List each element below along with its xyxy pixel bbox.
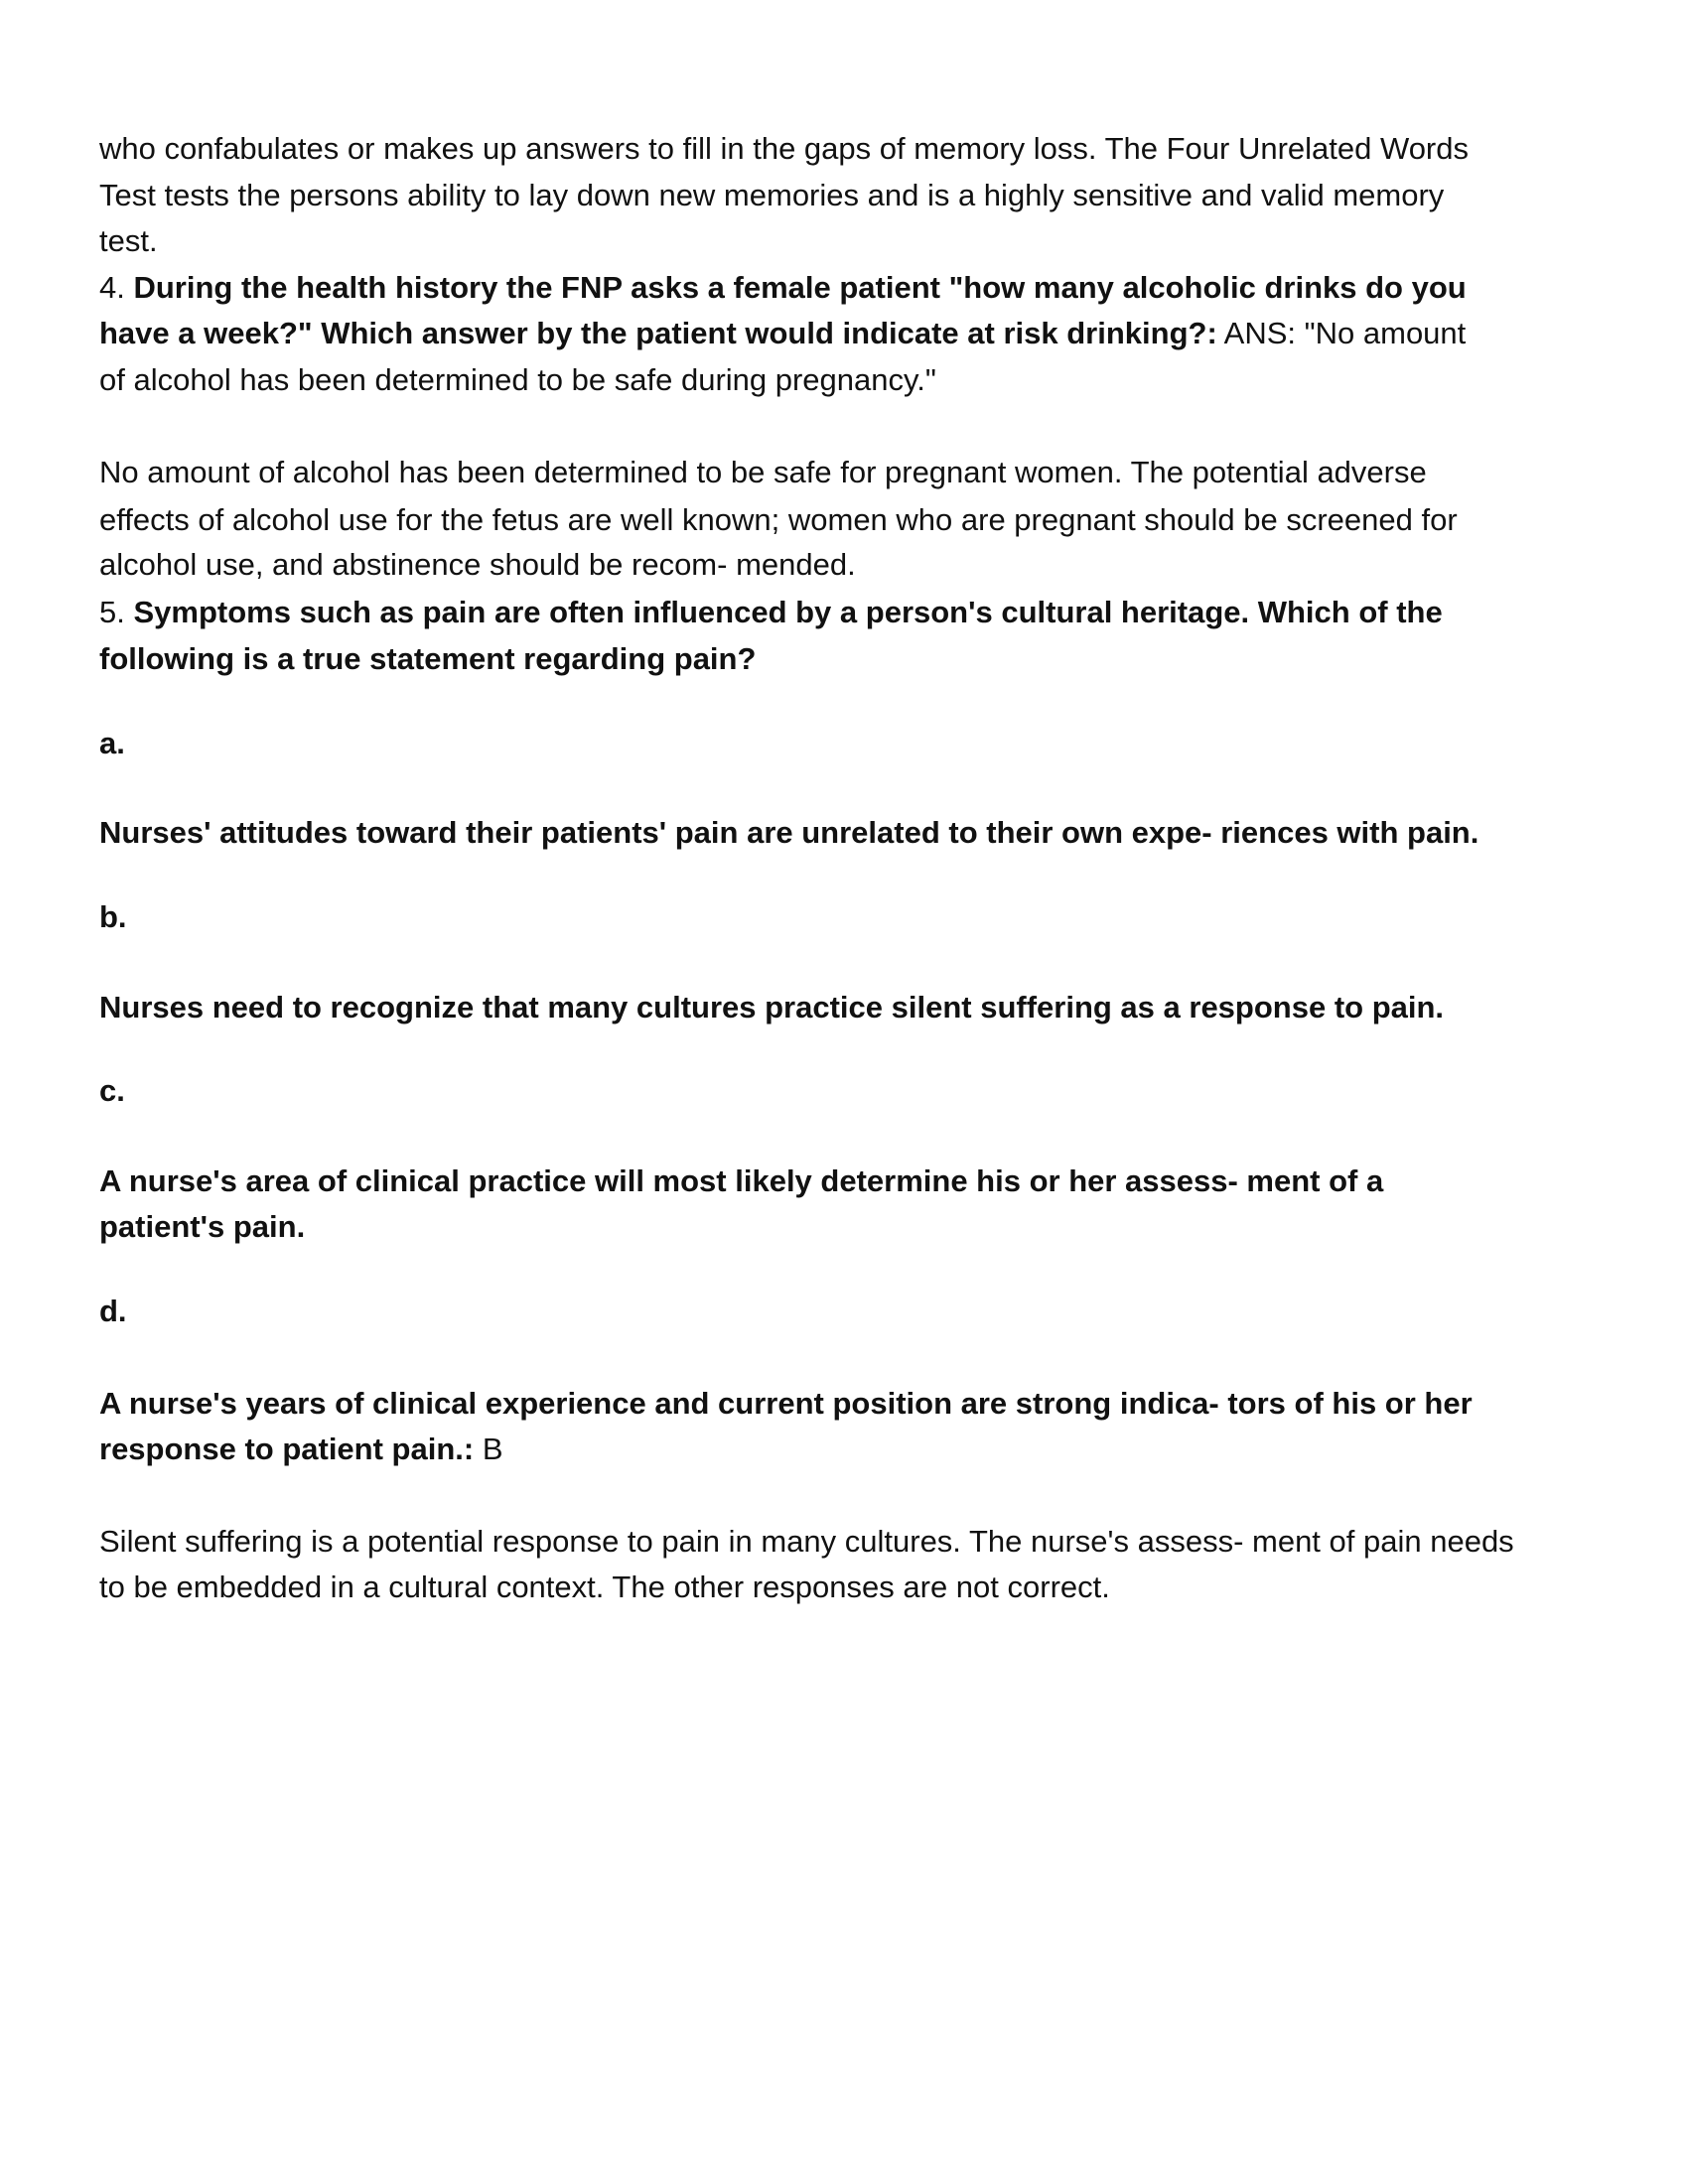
text-line [99,218,158,264]
text-line [99,721,125,766]
text-line [99,1159,1383,1204]
bold-text: Symptoms such as pain are often influenced by a person's cultural heritage. Which of the [133,595,1443,629]
plain-text: of alcohol has been determined to be safe during pregnancy." [99,362,936,397]
text-line [99,1068,125,1114]
text-line [99,1289,127,1334]
text-line [99,265,1467,311]
bold-text: Nurses' attitudes toward their patients' pain are unrelated to their own expe- riences with pain. [99,815,1479,850]
plain-text: B [474,1432,503,1466]
bold-text: patient's pain. [99,1209,306,1244]
text-line [99,1427,503,1472]
plain-text: Silent suffering is a potential response to pain in many cultures. The nurse's assess- ment of pain needs [99,1524,1514,1559]
bold-text: d. [99,1294,127,1328]
plain-text: 5. [99,595,134,629]
text-line [99,497,1458,543]
text-line [99,810,1478,856]
text-line [99,357,936,403]
bold-text: b. [99,899,127,934]
text-line [99,173,1444,218]
plain-text: who confabulates or makes up answers to fill in the gaps of memory loss. The Four Unrelated Words [99,131,1470,166]
text-line [99,126,1469,172]
bold-text: A nurse's area of clinical practice will most likely determine his or her assess- ment of a [99,1163,1384,1198]
bold-text: A nurse's years of clinical experience and current position are strong indica- tors of his or her [99,1386,1473,1421]
bold-text: During the health history the FNP asks a female patient "how many alcoholic drinks do you [133,270,1467,305]
text-line [99,450,1427,495]
text-line [99,636,756,682]
bold-text: response to patient pain.: [99,1432,475,1466]
plain-text: alcohol use, and abstinence should be recom- mended. [99,547,856,582]
bold-text: have a week?" Which answer by the patient would indicate at risk drinking?: [99,316,1217,350]
plain-text: 4. [99,270,134,305]
plain-text: test. [99,223,158,258]
text-line [99,985,1444,1030]
bold-text: Nurses need to recognize that many cultures practice silent suffering as a response to pain. [99,990,1445,1024]
text-line [99,311,1466,356]
text-line [99,1565,1110,1610]
text-line [99,894,127,940]
plain-text: Test tests the persons ability to lay down new memories and is a highly sensitive and valid memory [99,178,1445,212]
bold-text: following is a true statement regarding pain? [99,641,757,676]
text-line [99,1381,1473,1427]
bold-text: c. [99,1073,125,1108]
plain-text: No amount of alcohol has been determined to be safe for pregnant women. The potential adverse [99,455,1427,489]
text-line [99,1519,1514,1565]
text-line [99,542,856,588]
bold-text: a. [99,726,125,760]
text-line [99,1204,305,1250]
text-line [99,590,1443,635]
plain-text: effects of alcohol use for the fetus are well known; women who are pregnant should be screened for [99,502,1458,537]
plain-text: to be embedded in a cultural context. The other responses are not correct. [99,1570,1110,1604]
plain-text: ANS: "No amount [1216,316,1467,350]
